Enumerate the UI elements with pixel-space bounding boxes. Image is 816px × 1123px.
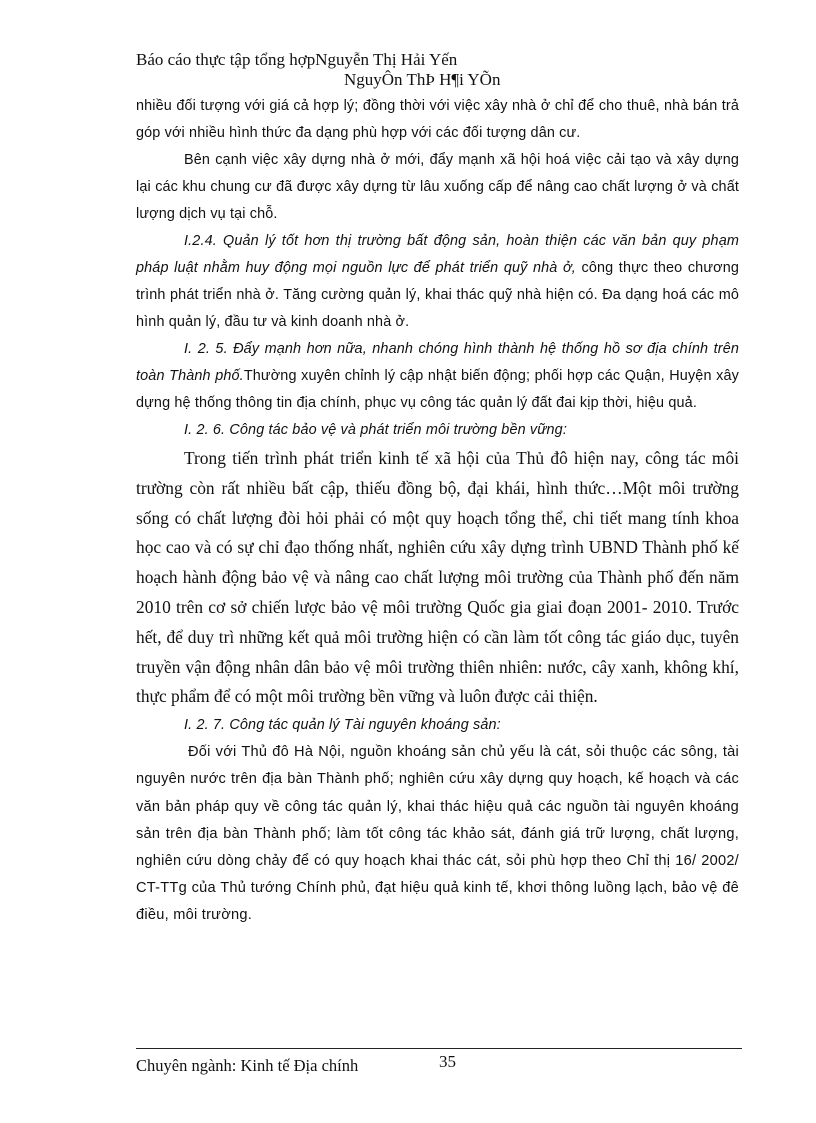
document-body [136, 93, 739, 930]
section-heading-1-2-4: I.2.4. Quản lý tốt hơn thị trường bất động sản, hoàn thiện các văn bản quy phạm pháp luật nhằm huy động mọi nguồn lực để phát triển quỹ nhà ở, [136, 233, 739, 276]
footer-divider [136, 1048, 742, 1049]
running-header: Báo cáo thực tập tổng hợpNguyễn Thị Hải Yến [136, 50, 458, 69]
running-header-garbled: NguyÔn ThÞ H¶i YÕn [344, 70, 501, 89]
section-heading-1-2-7: I. 2. 7. Công tác quản lý Tài nguyên khoáng sản: [184, 717, 501, 734]
section-1-2-4 [136, 228, 739, 336]
page-number: 35 [439, 1052, 456, 1071]
section-heading-1-2-6: I. 2. 6. Công tác bảo vệ và phát triển môi trường bền vững: [184, 422, 567, 438]
paragraph-mineral-resources: Đối với Thủ đô Hà Nội, nguồn khoáng sản chủ yếu là cát, sỏi thuộc các sông, tài nguyên nước trên địa bàn Thành phố; nghiên cứu xây dựng quy hoạch, kế hoạch và các văn bản pháp quy về công tác quản lý, khai thác hiệu quả các nguồn tài nguyên khoáng sản trên địa bàn Thành phố; làm tốt công tác khảo sát, đánh giá trữ lượng, chất lượng, nghiên cứu dòng chảy để có quy hoạch khai thác cát, sỏi phù hợp theo Chỉ thị 16/ 2002/ CT-TTg của Thủ tướng Chính phủ, đạt hiệu quả kinh tế, khơi thông luồng lạch, bảo vệ đê điều, môi trường. [136, 744, 739, 924]
paragraph-environment: Trong tiến trình phát triển kinh tế xã hội của Thủ đô hiện nay, công tác môi trường còn rất nhiều bất cập, thiếu đồng bộ, đại khái, hình thức…Một môi trường sống có chất lượng đòi hỏi phải có một quy hoạch tổng thể, chi tiết mang tính khoa học cao và có sự chỉ đạo thống nhất, nghiên cứu xây dựng trình UBND Thành phố kế hoạch hành động bảo vệ và nâng cao chất lượng môi trường của Thành phố đến năm 2010 trên cơ sở chiến lược bảo vệ môi trường Quốc gia giai đoạn 2001- 2010. Trước hết, để duy trì những kết quả môi trường hiện có cần làm tốt công tác giáo dục, tuyên truyền vận động nhân dân bảo vệ môi trường thiên nhiên: nước, cây xanh, không khí, thực phẩm để có một môi trường bền vững và luôn được cải thiện. [136, 448, 739, 707]
section-text-1-2-4: công thực theo chương trình phát triển nhà ở. Tăng cường quản lý, khai thác quỹ nhà hiện có. Đa dạng hoá các mô hình quản lý, đầu tư và kinh doanh nhà ở. [136, 260, 740, 330]
footer-major: Chuyên ngành: Kinh tế Địa chính [136, 1056, 359, 1075]
section-1-2-5 [136, 336, 739, 417]
paragraph-continued: nhiều đối tượng với giá cả hợp lý; đồng thời với việc xây nhà ở chỉ để cho thuê, nhà bán trả góp với nhiều hình thức đa dạng phù hợp với các đối tượng dân cư. [136, 98, 739, 141]
paragraph-housing-renovation: Bên cạnh việc xây dựng nhà ở mới, đẩy mạnh xã hội hoá việc cải tạo và xây dựng lại các khu chung cư đã được xây dựng từ lâu xuống cấp để nâng cao chất lượng ở và chất lượng dịch vụ tại chỗ. [136, 152, 739, 222]
section-text-1-2-5: Thường xuyên chỉnh lý cập nhật biến động; phối hợp các Quận, Huyện xây dựng hệ thống thông tin địa chính, phục vụ công tác quản lý đất đai kịp thời, hiệu quả. [136, 368, 739, 411]
section-heading-1-2-5: I. 2. 5. Đẩy mạnh hơn nữa, nhanh chóng hình thành hệ thống hồ sơ địa chính trên toàn Thành phố. [136, 341, 739, 384]
